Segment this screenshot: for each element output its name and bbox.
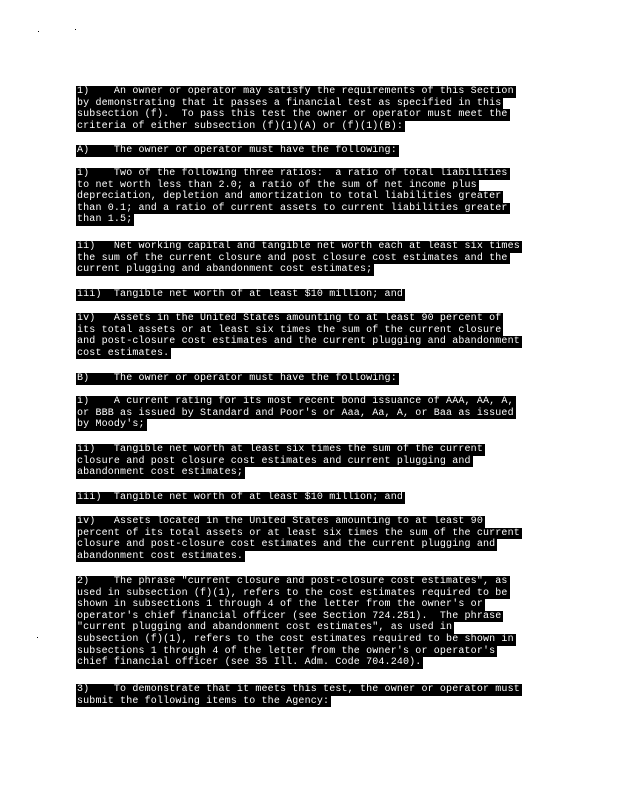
- text-line: percent of its total assets or at least six times the sum of the current: [77, 527, 520, 539]
- text-line: "current plugging and abandonment cost estimates", as used in: [77, 622, 453, 634]
- text-line: i) Two of the following three ratios: a ratio of total liabilities: [77, 168, 508, 179]
- text-line: shown in subsections 1 through 4 of the letter from the owner's or: [77, 599, 483, 611]
- text-line: cost estimates.: [77, 347, 170, 359]
- text-line: ii) Net working capital and tangible net worth each at least six times: [77, 241, 520, 252]
- text-line: depreciation, depletion and amortization to total liabilities greater: [77, 191, 502, 203]
- paragraph-3-demonstration: [76, 684, 522, 707]
- text-line: used in subsection (f)(1), refers to the cost estimates required to be: [77, 587, 508, 599]
- paragraph-a-ii-working-capital: [76, 241, 522, 276]
- text-line: abandonment cost estimates;: [77, 467, 244, 479]
- text-line: to net worth less than 2.0; a ratio of the sum of net income plus: [77, 179, 477, 191]
- text-line: iv) Assets located in the United States amounting to at least 90: [77, 516, 483, 527]
- scan-speck: [37, 637, 38, 638]
- text-line: the sum of the current closure and post closure cost estimates and the: [77, 252, 508, 264]
- paragraph-f-intro: [76, 86, 516, 132]
- text-line: than 1.5;: [77, 214, 133, 226]
- text-line: 2) The phrase "current closure and post-closure cost estimates", as: [77, 576, 508, 587]
- paragraph-b-i-bond-rating: [76, 396, 516, 431]
- text-line: 1) An owner or operator may satisfy the requirements of this Section: [77, 86, 514, 97]
- text-line: or BBB as issued by Standard and Poor's or Aaa, Aa, A, or Baa as issued: [77, 407, 514, 419]
- paragraph-a-i-ratios: [76, 168, 510, 226]
- text-line: operator's chief financial officer (see Section 724.251). The phrase: [77, 610, 502, 622]
- text-line: B) The owner or operator must have the following:: [77, 373, 397, 384]
- text-line: current plugging and abandonment cost estimates;: [77, 264, 373, 276]
- paragraph-a-iii-net-worth: [76, 289, 405, 301]
- text-line: its total assets or at least six times the sum of the current closure: [77, 324, 502, 336]
- text-line: subsection (f)(1), refers to the cost estimates required to be shown in: [77, 633, 514, 645]
- text-line: i) A current rating for its most recent bond issuance of AAA, AA, A,: [77, 396, 514, 407]
- text-line: and post-closure cost estimates and the current plugging and abandonment: [77, 336, 520, 348]
- text-line: closure and post-closure cost estimates and the current plugging and: [77, 539, 496, 551]
- text-line: closure and post closure cost estimates and current plugging and: [77, 455, 471, 467]
- text-line: abandonment cost estimates.: [77, 550, 244, 562]
- text-line: iii) Tangible net worth of at least $10 million; and: [77, 289, 404, 300]
- text-line: ii) Tangible net worth at least six times the sum of the current: [77, 444, 483, 455]
- text-line: A) The owner or operator must have the following:: [77, 145, 397, 156]
- text-line: by Moody's;: [77, 419, 145, 431]
- paragraph-a-iv-assets: [76, 313, 522, 359]
- text-line: criteria of either subsection (f)(1)(A) or (f)(1)(B):: [77, 120, 404, 132]
- text-line: by demonstrating that it passes a financial test as specified in this: [77, 97, 502, 109]
- paragraph-b-iv-assets: [76, 516, 522, 562]
- text-line: subsection (f). To pass this test the owner or operator must meet the: [77, 109, 508, 121]
- text-line: than 0.1; and a ratio of current assets to current liabilities greater: [77, 202, 508, 214]
- paragraph-b-iii-net-worth: [76, 492, 405, 504]
- text-line: submit the following items to the Agency:: [77, 695, 330, 707]
- text-line: subsections 1 through 4 of the letter from the owner's or operator's: [77, 645, 496, 657]
- paragraph-criteria-b: [76, 373, 399, 385]
- text-line: chief financial officer (see 35 Ill. Adm. Code 704.240).: [77, 657, 422, 669]
- scan-speck: [38, 31, 39, 32]
- paragraph-b-ii-net-worth: [76, 444, 485, 479]
- paragraph-2-cost-estimates: [76, 576, 516, 669]
- scan-speck: [75, 29, 76, 30]
- text-line: iv) Assets in the United States amounting to at least 90 percent of: [77, 313, 502, 324]
- text-line: iii) Tangible net worth of at least $10 million; and: [77, 492, 404, 503]
- text-line: 3) To demonstrate that it meets this test, the owner or operator must: [77, 684, 520, 695]
- paragraph-criteria-a: [76, 145, 399, 157]
